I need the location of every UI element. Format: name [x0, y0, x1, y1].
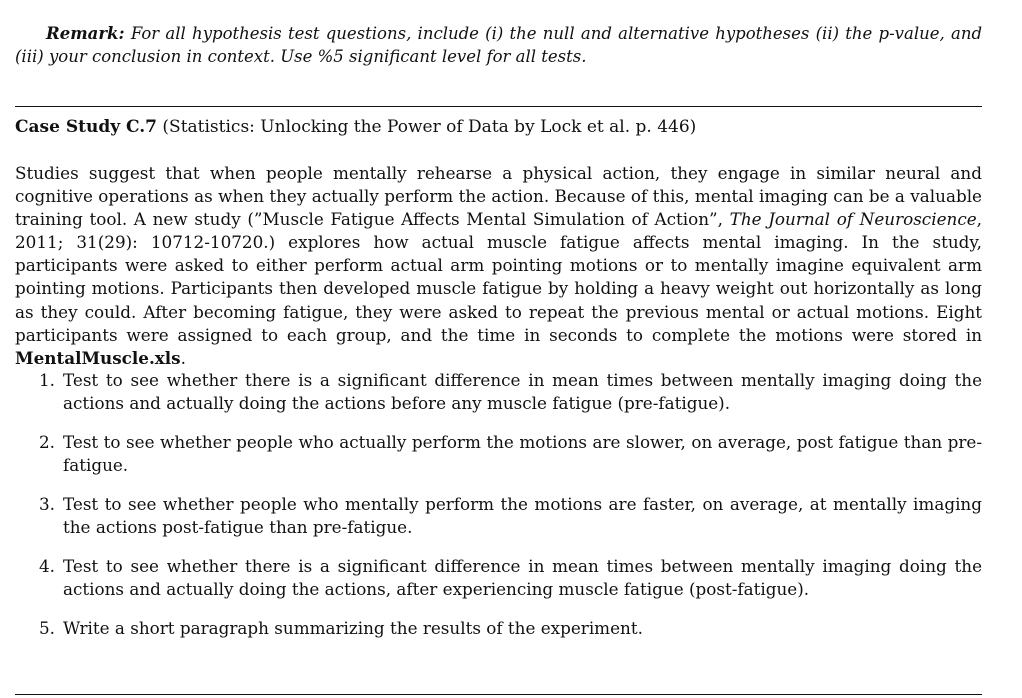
question-text: Test to see whether people who actually perform the motions are slower, on average, post fatigue than pre-fatigue. [63, 432, 982, 475]
top-divider [15, 106, 982, 107]
question-text: Test to see whether there is a significant difference in mean times between mentally imaging doing the actions and actually doing the actions, after experiencing muscle fatigue (post-fatigue). [63, 556, 982, 599]
journal-name: The Journal of Neuroscience [729, 209, 977, 230]
case-study-heading [15, 116, 696, 139]
question-number: 4. [39, 556, 56, 576]
question-number: 3. [39, 494, 56, 514]
question-text: Write a short paragraph summarizing the results of the experiment. [63, 618, 643, 638]
question-number: 5. [39, 618, 56, 638]
remark-paragraph [15, 22, 982, 68]
bottom-divider [15, 694, 982, 695]
question-item [15, 617, 982, 640]
question-item [15, 369, 982, 415]
question-text: Test to see whether there is a significant difference in mean times between mentally imaging doing the actions and actually doing the actions before any muscle fatigue (pre-fatigue). [63, 370, 982, 413]
intro-text-part1: Studies suggest that when people mentally rehearse a physical action, they engage in similar neural and cognitive operations as when they actually perform the action. Because of this, mental imaging can be a valuable training tool. A new study (”Muscle Fatigue Affects Mental Simulation of Action”, [15, 163, 982, 230]
remark-text: For all hypothesis test questions, include (i) the null and alternative hypotheses (ii) the p-value, and (iii) your conclusion in context. Use %5 significant level for all tests. [15, 24, 983, 66]
question-number: 2. [39, 432, 56, 452]
question-item [15, 493, 982, 539]
intro-text-part2: , 2011; 31(29): 10712-10720.) explores how actual muscle fatigue affects mental imaging. In the study, participants were asked to either perform actual arm pointing motions or to mentally imagine equivalent arm pointing motions. Participants then developed muscle fatigue by holding a heavy weight out horizontally as long as they could. After becoming fatigue, they were asked to repeat the previous mental or actual motions. Eight participants were assigned to each group, and the time in seconds to complete the motions were stored in [15, 209, 982, 345]
question-item [15, 555, 982, 601]
data-filename: MentalMuscle.xls [15, 347, 181, 368]
case-study-title: Case Study C.7 [15, 117, 158, 137]
intro-text-end: . [180, 347, 186, 368]
remark-label: Remark: [46, 24, 125, 43]
question-item [15, 431, 982, 477]
case-study-source: (Statistics: Unlocking the Power of Data by Lock et al. p. 446) [162, 117, 697, 137]
question-number: 1. [39, 370, 56, 390]
case-study-intro [15, 162, 982, 370]
question-text: Test to see whether people who mentally perform the motions are faster, on average, at mentally imaging the actions post-fatigue than pre-fatigue. [63, 494, 982, 537]
question-list [15, 369, 982, 656]
